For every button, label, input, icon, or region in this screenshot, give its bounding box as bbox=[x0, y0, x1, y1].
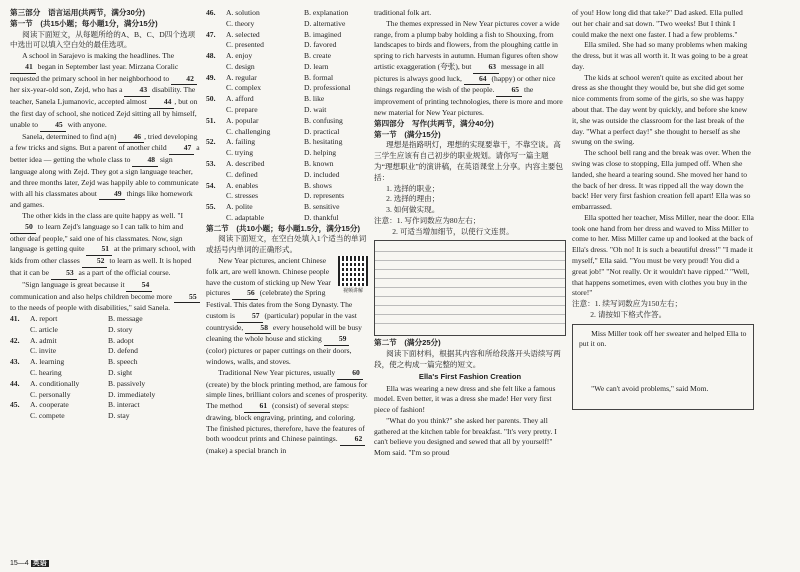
cloze-passage bbox=[10, 51, 200, 314]
option-a[interactable]: A. conditionally bbox=[30, 378, 80, 388]
option-b[interactable]: B. shows bbox=[304, 180, 332, 190]
blank-53[interactable]: 53 bbox=[51, 268, 77, 280]
story-para-6: The school bell rang and the break was over. When the swing was close to stopping, Ella jumped off. When she landed, she heard a tearing sound. She moved her hand to the back of her dress. It was ripped all the way down the back! Her very first fashion creation fell apart! Ella was so embarrassed. bbox=[572, 148, 751, 212]
subject-label: 英语 bbox=[32, 560, 47, 568]
option-d[interactable]: D. alternative bbox=[304, 18, 346, 28]
question-number: 50. bbox=[206, 94, 216, 104]
sec1-heading: 第一节 (共15小题；每小题1分，满分15分) bbox=[10, 18, 158, 28]
part3-heading: 第三部分 语言运用(共两节，满分30分) bbox=[10, 8, 146, 17]
option-a[interactable]: A. popular bbox=[226, 115, 259, 125]
option-c[interactable]: C. challenging bbox=[226, 126, 271, 136]
option-c[interactable]: C. compete bbox=[30, 411, 65, 421]
option-d[interactable]: D. learn bbox=[304, 61, 329, 71]
option-row bbox=[206, 170, 368, 181]
option-c[interactable]: C. design bbox=[226, 61, 255, 71]
option-d[interactable]: D. represents bbox=[304, 191, 345, 201]
writing2-heading: 第二节 (满分25分) bbox=[374, 338, 441, 348]
blank-41[interactable]: 41 bbox=[10, 62, 36, 74]
option-row bbox=[10, 368, 200, 379]
cloze-paragraph: The other kids in the class are quite happy as well. "I 50 to learn Zejd's language so I can talk to him and other deaf people," said one of his classmates. Now, sign language is getting quite 51 at the primary school, with kids from other classes 52 to learn as well. It is hoped that it can be 53 as a part of the official course. bbox=[10, 211, 200, 280]
story-para-2: "What do you think?" she asked her parents. They all gathered at the kitchen table for breakfast. "It's very pretty. I can't believe you designed and sewed that all by yourself!" Mom said. "I'm so proud bbox=[374, 415, 557, 458]
option-row bbox=[206, 94, 368, 105]
sec2-heading: 第二节 (共10小题；每小题1.5分，满分15分) bbox=[206, 223, 361, 233]
option-a[interactable]: A. regular bbox=[226, 72, 257, 82]
blank-54[interactable]: 54 bbox=[126, 280, 152, 292]
option-row bbox=[206, 127, 368, 138]
option-row bbox=[206, 30, 368, 41]
writing1-note-2: 2. 可适当增加细节，以使行文连贯。 bbox=[392, 226, 514, 236]
option-d[interactable]: D. practical bbox=[304, 126, 340, 136]
option-b[interactable]: B. explanation bbox=[304, 8, 349, 17]
writing1-point-2: 2. 选择的理由； bbox=[386, 194, 440, 204]
option-a[interactable]: A. failing bbox=[226, 137, 256, 147]
option-b[interactable]: B. confusing bbox=[304, 115, 343, 125]
qr-code-icon[interactable] bbox=[338, 256, 368, 286]
option-row bbox=[10, 336, 200, 347]
question-number: 47. bbox=[206, 29, 216, 39]
option-d[interactable]: D. story bbox=[108, 324, 133, 334]
option-d[interactable]: D. stay bbox=[108, 411, 130, 421]
option-d[interactable]: D. professional bbox=[304, 83, 351, 93]
column-2 bbox=[206, 8, 368, 558]
sec2-instruction: 阅读下面短文，在空白处填入1个适当的单词或括号内单词的正确形式。 bbox=[206, 234, 367, 255]
question-number: 48. bbox=[206, 51, 216, 61]
box1-start: Miss Miller took off her sweater and helped Ella to put it on. bbox=[579, 328, 747, 349]
story-title: Ella's First Fashion Creation bbox=[418, 371, 522, 381]
option-c[interactable]: C. theory bbox=[226, 18, 255, 28]
blank-46[interactable]: 46 bbox=[118, 132, 144, 144]
blank-52[interactable]: 52 bbox=[82, 256, 108, 268]
option-row bbox=[10, 379, 200, 390]
cloze-paragraph: "Sign language is great because it 54 communication and also helps children become more 55 to the needs of people with disabilities," said Sanela. bbox=[10, 280, 200, 314]
option-b[interactable]: B. like bbox=[304, 94, 325, 104]
option-c[interactable]: C. adaptable bbox=[226, 212, 264, 222]
option-row bbox=[206, 202, 368, 213]
question-number: 46. bbox=[206, 8, 216, 17]
writing1-point-1: 1. 选择的职业； bbox=[386, 183, 440, 193]
writing1-instruction: 理想是指路明灯，理想的实现要靠干，不靠空谈。高三学生应该有自己初步的职业规划。请你写一篇主题为“理想职业”的演讲稿，在英语课堂上分享。内容主要包括： bbox=[374, 140, 563, 182]
option-row bbox=[206, 191, 368, 202]
blank-50[interactable]: 50 bbox=[10, 222, 36, 234]
option-b[interactable]: B. imagined bbox=[304, 29, 342, 39]
option-a[interactable]: A. afford bbox=[226, 94, 254, 104]
blank-51[interactable]: 51 bbox=[86, 244, 112, 256]
option-b[interactable]: B. sensitive bbox=[304, 202, 340, 212]
option-row bbox=[206, 159, 368, 170]
page-footer bbox=[10, 559, 49, 569]
option-a[interactable]: A. learning bbox=[30, 357, 65, 367]
blank-47[interactable]: 47 bbox=[169, 143, 195, 155]
box2-start: "We can't avoid problems," said Mom. bbox=[591, 384, 709, 394]
option-row bbox=[206, 116, 368, 127]
question-number: 55. bbox=[206, 202, 216, 212]
writing2-instruction: 阅读下面材料，根据其内容和所给段落开头语续写两段，使之构成一篇完整的短文。 bbox=[374, 349, 561, 369]
option-d[interactable]: D. helping bbox=[304, 148, 337, 158]
question-number: 52. bbox=[206, 137, 216, 147]
option-b[interactable]: B. hesitating bbox=[304, 137, 343, 147]
cloze-paragraph: Sanela, determined to find a(n) 46 , tried developing a few tricks and signs. But a parent of another child 47 a better idea — getting the whole class to 48 sign language along with Zejd. They got a sign language teacher, and three months later, Zejd was happily able to communicate with all his classmates about 49 things like homework and games. bbox=[10, 131, 200, 210]
option-row bbox=[206, 83, 368, 94]
option-row bbox=[10, 400, 200, 411]
option-d[interactable]: D. sight bbox=[108, 368, 133, 377]
grammar-continued: traditional folk art. bbox=[374, 8, 432, 17]
grammar-para-1: New Year pictures, ancient Chinese folk art, are well known. Chinese people have the custom of sticking up New Year pictures 56 (celebrate) the Spring Festival. This dates from the Song Dynasty. The custom is 57 (particular) popular in the vast countryside, 58 every household will be busy cleaning the whole house and sticking 59 (color) pictures or paper cuttings on their doors, windows, walls, and stoves. bbox=[206, 255, 362, 366]
option-c[interactable]: C. complex bbox=[226, 83, 262, 93]
option-a[interactable]: A. polite bbox=[226, 202, 253, 212]
option-row bbox=[206, 40, 368, 51]
option-b[interactable]: B. known bbox=[304, 158, 334, 168]
grammar-para-3: The themes expressed in New Year pictures cover a wide range, from a plump baby holding a fish to Shouxing, from landscapes to birds and flowers, from the ploughing cattle in spring to rich harvests in autumn. Human figures often show artistic exaggeration (夸张), but 63 message in all pictures is always good luck, 64 (happy) or other nice things regarding the wish of the people. 65 the improvement of printing technologies, there is more and more new material for New Year pictures. bbox=[374, 18, 563, 118]
blank-56[interactable]: 56 bbox=[232, 288, 258, 300]
option-c[interactable]: C. prepare bbox=[226, 105, 258, 115]
option-b[interactable]: B. create bbox=[304, 51, 331, 61]
blank-59[interactable]: 59 bbox=[324, 334, 350, 346]
option-c[interactable]: C. hearing bbox=[30, 368, 62, 377]
option-row bbox=[10, 346, 200, 357]
option-d[interactable]: D. thankful bbox=[304, 212, 339, 222]
continuation-note-1: 注意：1. 续写词数应为150左右； bbox=[572, 299, 683, 309]
option-d[interactable]: D. immediately bbox=[108, 389, 156, 399]
option-row bbox=[206, 148, 368, 159]
blank-63[interactable]: 63 bbox=[473, 62, 499, 74]
option-b[interactable]: B. interact bbox=[108, 400, 140, 410]
story-para-3: of you! How long did that take?" Dad asked. Ella pulled out her chair and sat down. "Two weeks! But I think I could make the next one faster. I had a few problems." bbox=[572, 8, 743, 39]
option-row bbox=[206, 8, 368, 19]
option-b[interactable]: B. adopt bbox=[108, 335, 134, 345]
option-c[interactable]: C. personally bbox=[30, 389, 71, 399]
option-d[interactable]: D. defend bbox=[108, 346, 138, 356]
option-d[interactable]: D. favored bbox=[304, 40, 337, 50]
option-row bbox=[206, 19, 368, 30]
option-a[interactable]: A. selected bbox=[226, 29, 260, 39]
option-b[interactable]: B. passively bbox=[108, 378, 146, 388]
writing1-point-3: 3. 如何做实现。 bbox=[386, 205, 440, 215]
option-b[interactable]: B. speech bbox=[108, 357, 138, 367]
option-row bbox=[206, 51, 368, 62]
options-col2 bbox=[206, 8, 368, 224]
grammar-para-2: Traditional New Year pictures, usually 60 (create) by the block printing method, are famous for simple lines, brilliant colors and scenes of prosperity. The method 61 (consist) of several steps: drawing, block engraving, printing, and coloring. The finished pictures, therefore, have the features of both woodcut prints and Chinese paintings. 62 (make) a special branch in bbox=[206, 367, 368, 456]
writing1-answer-box[interactable] bbox=[374, 240, 566, 336]
column-4 bbox=[572, 8, 754, 558]
question-number: 44. bbox=[10, 378, 20, 388]
blank-48[interactable]: 48 bbox=[132, 155, 158, 167]
writing1-heading: 第一节 (满分15分) bbox=[374, 129, 441, 139]
blank-49[interactable]: 49 bbox=[99, 189, 125, 201]
option-row bbox=[206, 213, 368, 224]
question-number: 45. bbox=[10, 400, 20, 410]
question-number: 42. bbox=[10, 335, 20, 345]
column-3 bbox=[374, 8, 566, 558]
part4-heading: 第四部分 写作(共两节，满分40分) bbox=[374, 118, 494, 128]
page-number: 15—4 bbox=[10, 560, 29, 568]
story-para-4: Ella smiled. She had so many problems when making the dress, but it was all worth it. It was going to be a great day. bbox=[572, 40, 748, 71]
option-row bbox=[10, 357, 200, 368]
qr-caption: 视频讲解 bbox=[342, 288, 363, 294]
option-c[interactable]: C. defined bbox=[226, 169, 258, 179]
question-number: 41. bbox=[10, 314, 20, 324]
option-b[interactable]: B. message bbox=[108, 314, 143, 324]
option-a[interactable]: A. cooperate bbox=[30, 400, 69, 410]
option-c[interactable]: C. trying bbox=[226, 148, 254, 158]
option-d[interactable]: D. wait bbox=[304, 105, 327, 115]
option-b[interactable]: B. formal bbox=[304, 72, 334, 82]
option-c[interactable]: C. stresses bbox=[226, 191, 259, 201]
question-number: 53. bbox=[206, 158, 216, 168]
option-row bbox=[206, 62, 368, 73]
writing1-note-1: 注意：1. 写作词数应为80左右； bbox=[374, 215, 481, 225]
option-row bbox=[10, 314, 200, 325]
blank-44[interactable]: 44 bbox=[149, 97, 175, 109]
story-para-5: The kids at school weren't quite as excited about her dress as she thought they would be, but she did get some nice comments from some of the girls, so she was happy about that. The day went by quickly, and before she knew it, she was outside the classroom for the last break of the day. "What a perfect day!" she thought to herself as she swung on the swing. bbox=[572, 72, 748, 147]
column-1 bbox=[10, 8, 200, 558]
option-a[interactable]: A. solution bbox=[226, 8, 260, 17]
option-a[interactable]: A. described bbox=[226, 158, 265, 168]
blank-62[interactable]: 62 bbox=[340, 434, 366, 446]
question-number: 51. bbox=[206, 115, 216, 125]
blank-61[interactable]: 61 bbox=[244, 401, 270, 413]
option-row bbox=[206, 181, 368, 192]
blank-60[interactable]: 60 bbox=[337, 368, 363, 380]
question-number: 43. bbox=[10, 357, 20, 367]
option-c[interactable]: C. article bbox=[30, 324, 58, 334]
option-row bbox=[206, 73, 368, 84]
option-a[interactable]: A. enables bbox=[226, 180, 259, 190]
blank-42[interactable]: 42 bbox=[171, 74, 197, 86]
blank-64[interactable]: 64 bbox=[464, 74, 490, 86]
blank-58[interactable]: 58 bbox=[245, 323, 271, 335]
option-a[interactable]: A. report bbox=[30, 314, 58, 324]
blank-45[interactable]: 45 bbox=[40, 120, 66, 132]
continuation-note-2: 2. 请按如下格式作答。 bbox=[590, 309, 667, 319]
blank-57[interactable]: 57 bbox=[237, 311, 263, 323]
options-col1 bbox=[10, 314, 200, 422]
option-row bbox=[10, 390, 200, 401]
question-number: 54. bbox=[206, 180, 216, 190]
option-c[interactable]: C. presented bbox=[226, 40, 264, 50]
option-row bbox=[206, 105, 368, 116]
option-d[interactable]: D. included bbox=[304, 169, 340, 179]
cloze-paragraph: A school in Sarajevo is making the headlines. The 41 began in September last year. Mirzana Coralic requested the primary school in her neighborhood to 42 her six-year-old son, Zejd, who has a 43 disability. The teacher, Sanela Ljumanovic, accepted almost 44 , but on the first day of school, she noticed Zejd sitting all by himself, unable to 45 with anyone. bbox=[10, 51, 200, 131]
story-para-7: Ella spotted her teacher, Miss Miller, near the door. Ella took one hand from her dress and waved to Miss Miller to come to her. Miss Miller came up and looked at the back of Ella's dress. "Oh no! It is such a beautiful dress!" "I made it myself," Ella said. "You must be very proud! You did a great job!" "Not really. Or it wouldn't have ripped." "Well, that happens sometimes, even with clothes you buy in the store!" bbox=[572, 212, 754, 298]
blank-65[interactable]: 65 bbox=[496, 85, 522, 97]
sec1-instruction: 阅读下面短文，从每题所给的A、B、C、D四个选项中选出可以填入空白处的最佳选项。 bbox=[10, 29, 196, 50]
option-row bbox=[10, 411, 200, 422]
option-row bbox=[206, 137, 368, 148]
blank-55[interactable]: 55 bbox=[174, 292, 200, 304]
continuation-answer-box[interactable] bbox=[572, 324, 754, 410]
story-para-1: Ella was wearing a new dress and she felt like a famous model. Even better, it was a dress she made! Her very first piece of fashion! bbox=[374, 383, 556, 415]
blank-43[interactable]: 43 bbox=[124, 85, 150, 97]
option-c[interactable]: C. invite bbox=[30, 346, 57, 356]
option-a[interactable]: A. enjoy bbox=[226, 51, 253, 61]
option-row bbox=[10, 325, 200, 336]
question-number: 49. bbox=[206, 72, 216, 82]
option-a[interactable]: A. admit bbox=[30, 335, 57, 345]
